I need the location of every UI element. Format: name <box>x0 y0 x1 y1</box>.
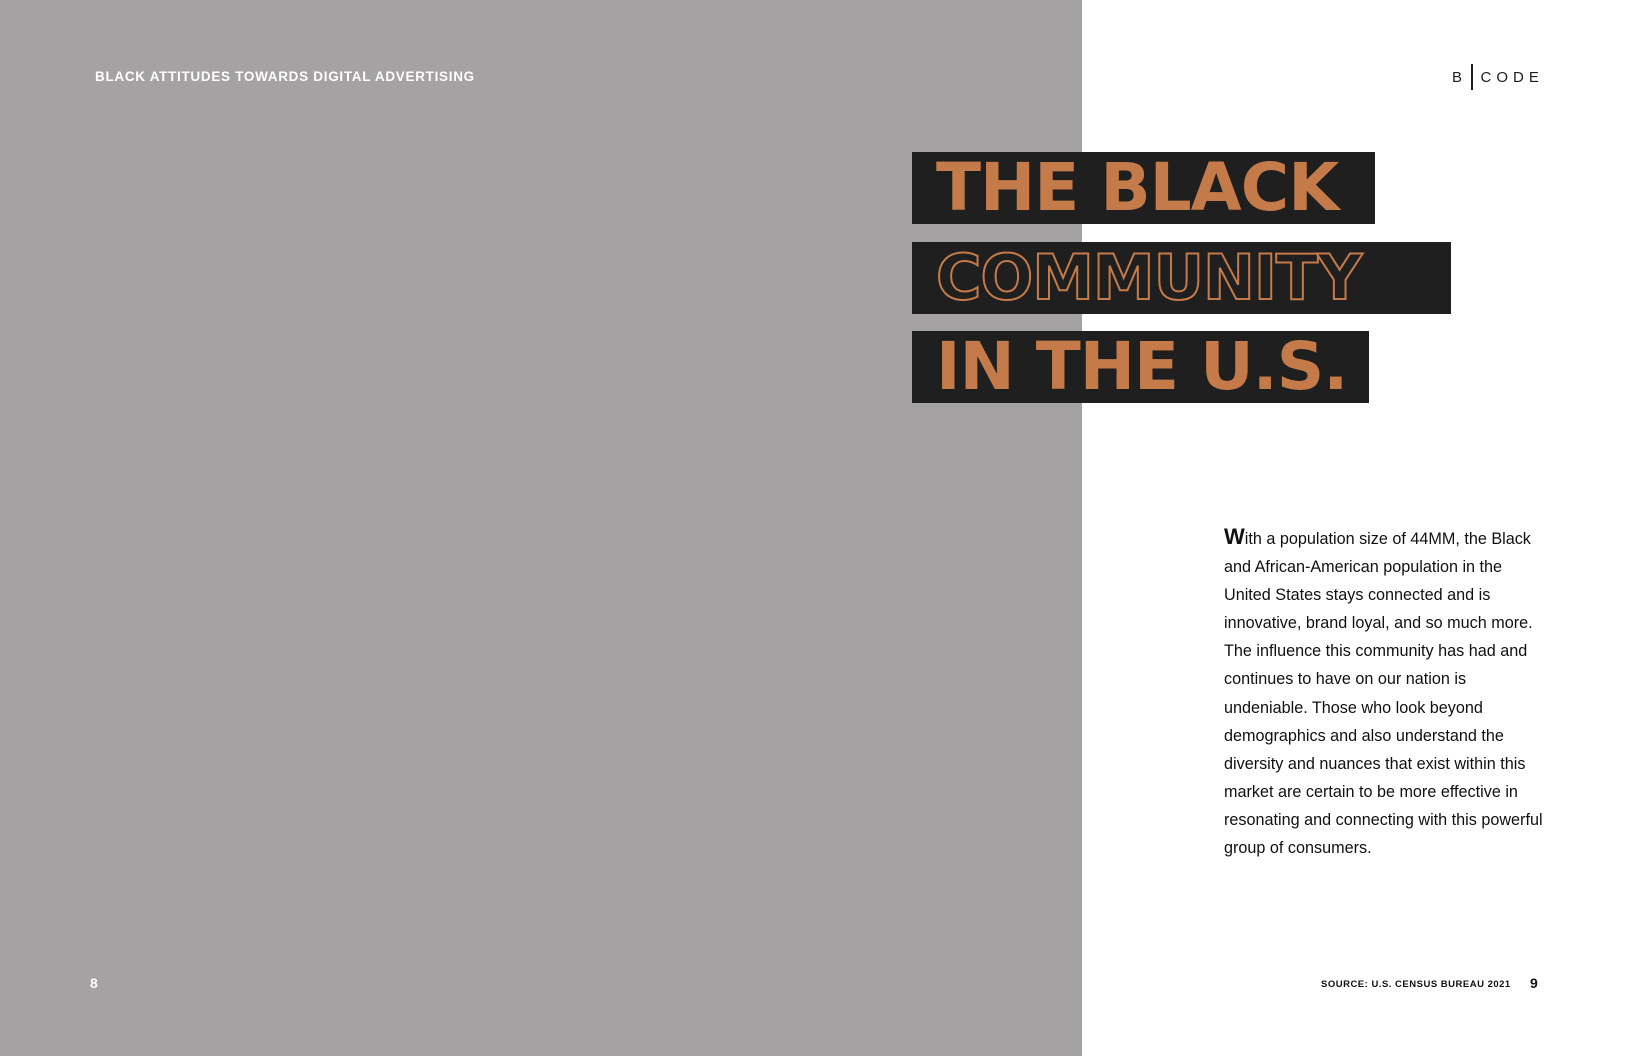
bcode-logo <box>1452 64 1544 90</box>
title-line-3 <box>912 328 1369 405</box>
body-paragraph <box>1224 523 1544 862</box>
logo-divider <box>1471 64 1473 90</box>
title-line-2 <box>912 242 1451 314</box>
source-note: SOURCE: U.S. CENSUS BUREAU 2021 <box>1321 979 1511 990</box>
title-line-1 <box>912 149 1375 226</box>
page-number-left: 8 <box>90 975 98 991</box>
drop-cap: W <box>1224 524 1245 549</box>
title-text-2: COMMUNITY <box>936 241 1362 314</box>
page-number-right: 9 <box>1530 975 1538 991</box>
running-head: BLACK ATTITUDES TOWARDS DIGITAL ADVERTISING <box>95 69 475 84</box>
title-text-1: THE BLACK <box>936 149 1339 226</box>
title-text-3: IN THE U.S. <box>936 328 1348 405</box>
body-text: ith a population size of 44MM, the Black and African-American population in the United States stays connected and is innovative, brand loyal, and so much more. The influence this community has had and continues to have on our nation is undeniable. Those who look beyond demographics and also understand the diversity and nuances that exist within this market are certain to be more effective in resonating and connecting with this powerful group of consumers. <box>1224 530 1543 858</box>
logo-letter-b: B <box>1452 68 1468 86</box>
logo-word-code: CODE <box>1480 68 1544 86</box>
